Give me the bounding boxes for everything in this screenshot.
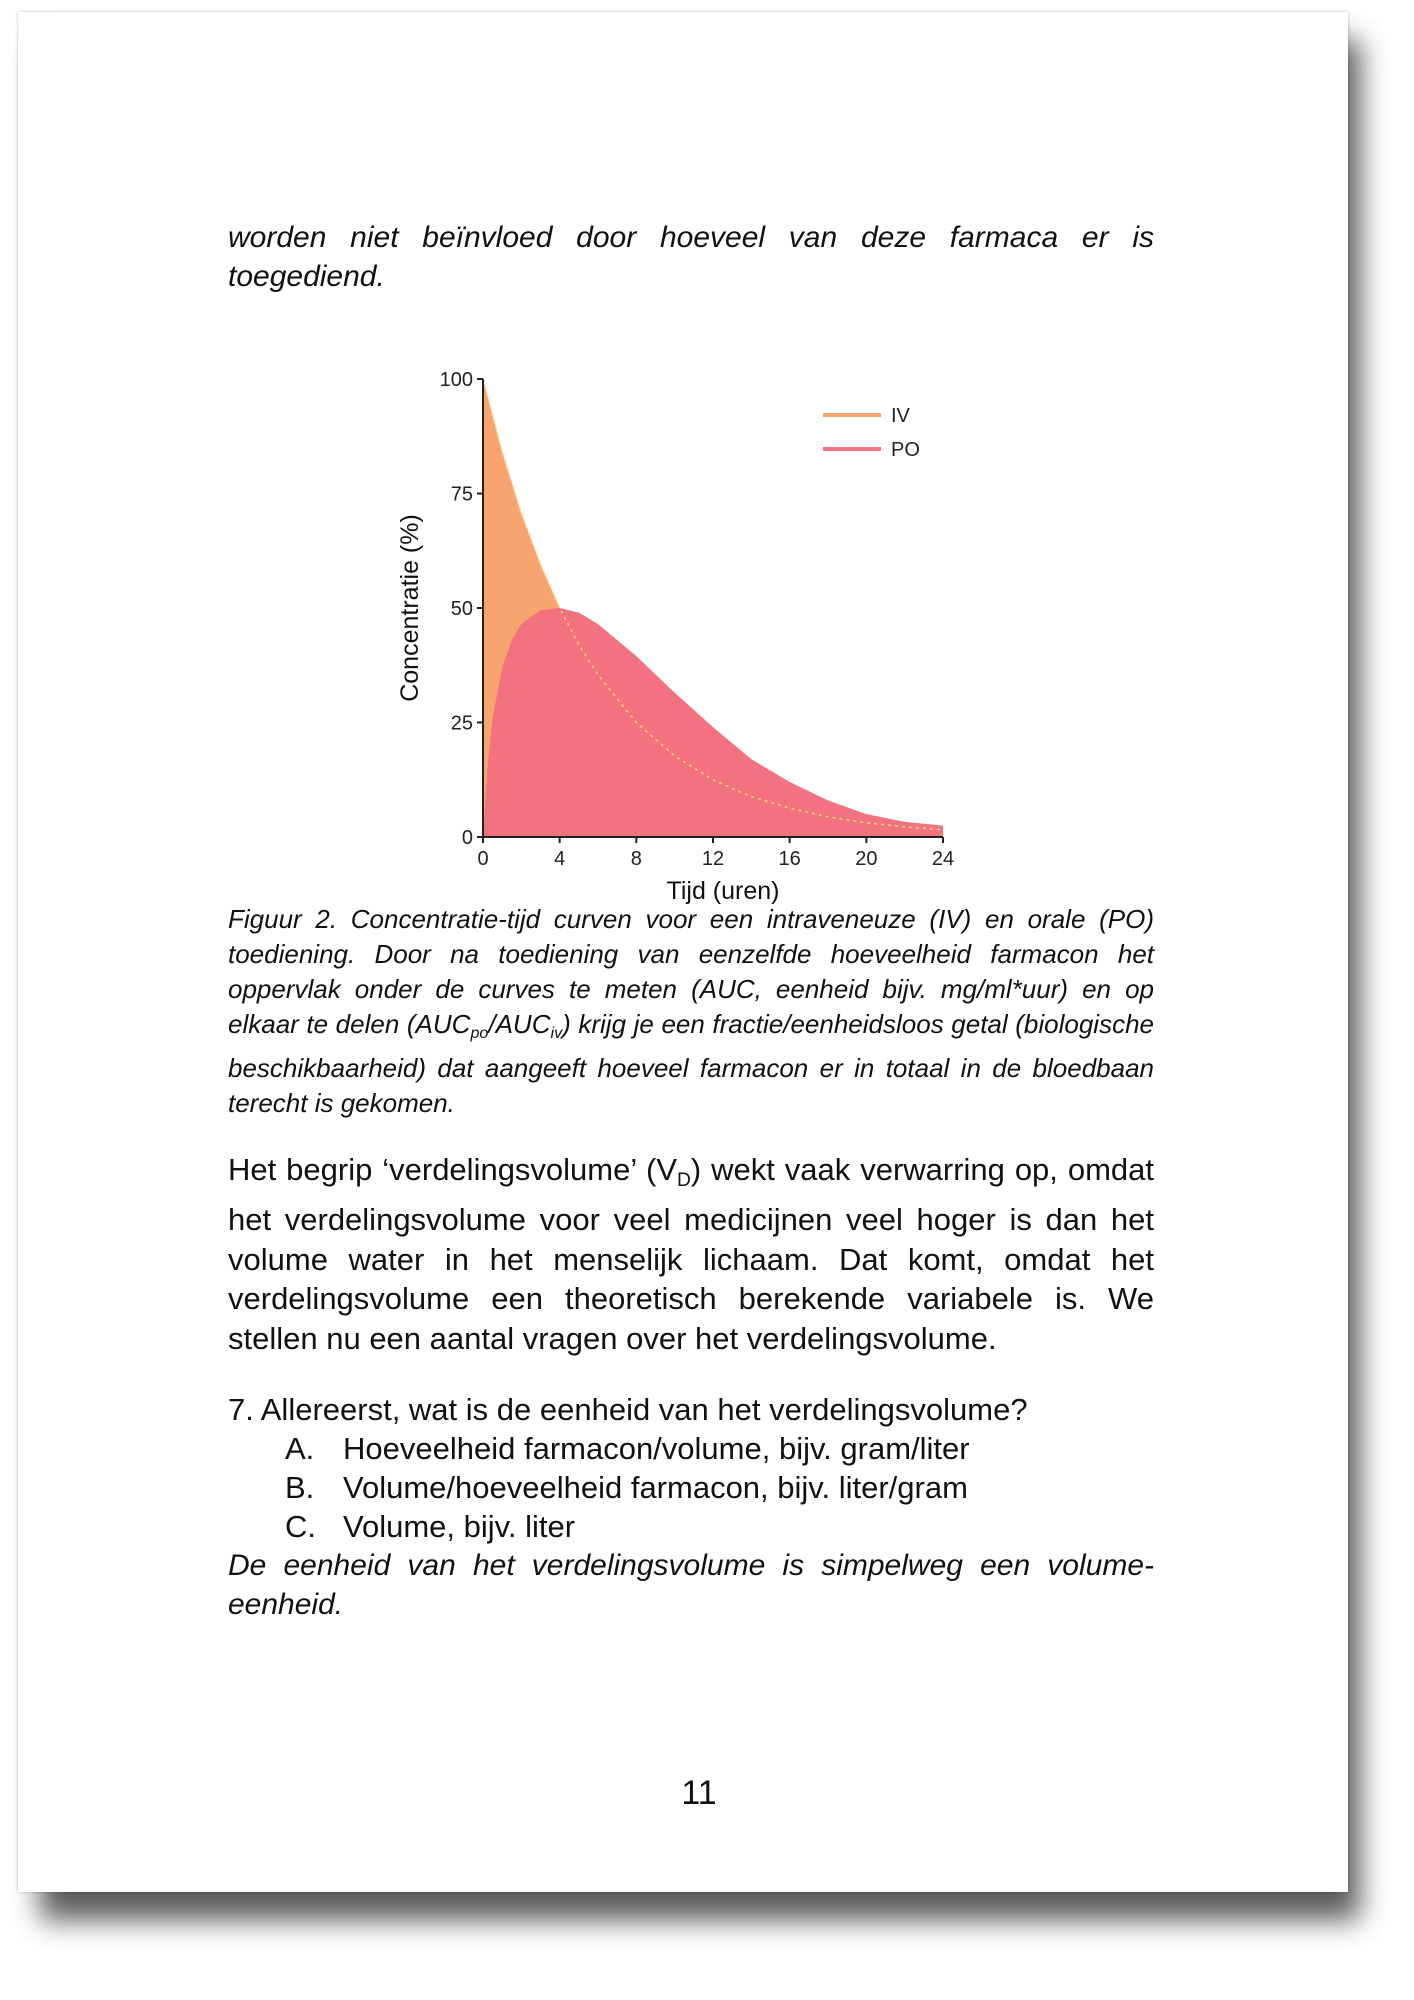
legend-label-po: PO xyxy=(891,439,920,461)
x-tick-label: 16 xyxy=(778,848,801,870)
y-tick-label: 75 xyxy=(450,483,473,506)
concentration-time-chart xyxy=(378,347,998,917)
option-a xyxy=(285,1429,1154,1468)
y-axis-label: Concentratie (%) xyxy=(396,514,424,702)
caption-sub-iv: iv xyxy=(550,1023,563,1042)
po-area xyxy=(483,608,943,837)
option-letter: C. xyxy=(285,1509,316,1544)
question-block xyxy=(228,1390,1154,1624)
body-paragraph xyxy=(228,1150,1154,1358)
option-letter: A. xyxy=(285,1431,315,1466)
answer-text: De eenheid van het verdelingsvolume is simpelweg een volume-eenheid. xyxy=(228,1549,1154,1621)
option-text: Volume, bijv. liter xyxy=(343,1509,576,1544)
x-tick-label: 12 xyxy=(701,848,725,870)
x-tick-label: 24 xyxy=(931,848,955,870)
caption-part2: ) krijg je een fractie/eenheidsloos getal (biologische beschikbaarheid) dat aangeeft hoeveel farmacon er in totaal in de bloedbaan terecht is gekomen. xyxy=(228,1009,1154,1118)
option-b xyxy=(285,1468,1154,1507)
paragraph-sub-d: D xyxy=(677,1169,691,1191)
question-text: 7. Allereerst, wat is de eenheid van het verdelingsvolume? xyxy=(228,1392,1028,1427)
x-tick-label: 0 xyxy=(477,848,489,870)
caption-part1: Figuur 2. Concentratie-tijd curven voor een intraveneuze (IV) en orale (PO) toediening. Door na toediening van eenzelfde hoeveelheid farmacon het oppervlak onder de curves te meten (AUC, eenheid bijv. mg/ml*uur) en op elkaar te delen (AUC xyxy=(228,904,1154,1039)
y-tick-label: 25 xyxy=(450,712,473,735)
y-tick-label: 0 xyxy=(461,827,473,849)
option-text: Hoeveelheid farmacon/volume, bijv. gram/liter xyxy=(343,1431,970,1466)
x-tick-label: 4 xyxy=(554,848,566,870)
figure-caption xyxy=(228,902,1154,1121)
legend-label-iv: IV xyxy=(891,405,910,427)
option-text: Volume/hoeveelheid farmacon, bijv. liter/gram xyxy=(343,1470,968,1505)
intro-text: worden niet beïnvloed door hoeveel van deze farmaca er is toegediend. xyxy=(228,221,1154,293)
paragraph-after: ) wekt vaak verwarring op, omdat het verdelingsvolume voor veel medicijnen veel hoger is dan het volume water in het menselijk lichaam. Dat komt, omdat het verdelingsvolume een theoretisch berekende variabele is. We stellen nu een aantal vragen over het verdelingsvolume. xyxy=(228,1152,1154,1356)
caption-slash: /AUC xyxy=(488,1009,551,1039)
page-number: 11 xyxy=(681,1774,717,1812)
x-tick-label: 8 xyxy=(630,848,642,870)
paragraph-before: Het begrip ‘verdelingsvolume’ (V xyxy=(228,1152,678,1187)
caption-sub-po: po xyxy=(470,1023,489,1042)
x-axis-label: Tijd (uren) xyxy=(666,877,780,905)
x-tick-label: 20 xyxy=(855,848,878,870)
y-tick-label: 50 xyxy=(450,598,473,620)
y-tick-label: 100 xyxy=(439,369,473,391)
option-c xyxy=(285,1507,1154,1546)
document-page xyxy=(18,12,1348,1892)
option-letter: B. xyxy=(285,1470,315,1505)
